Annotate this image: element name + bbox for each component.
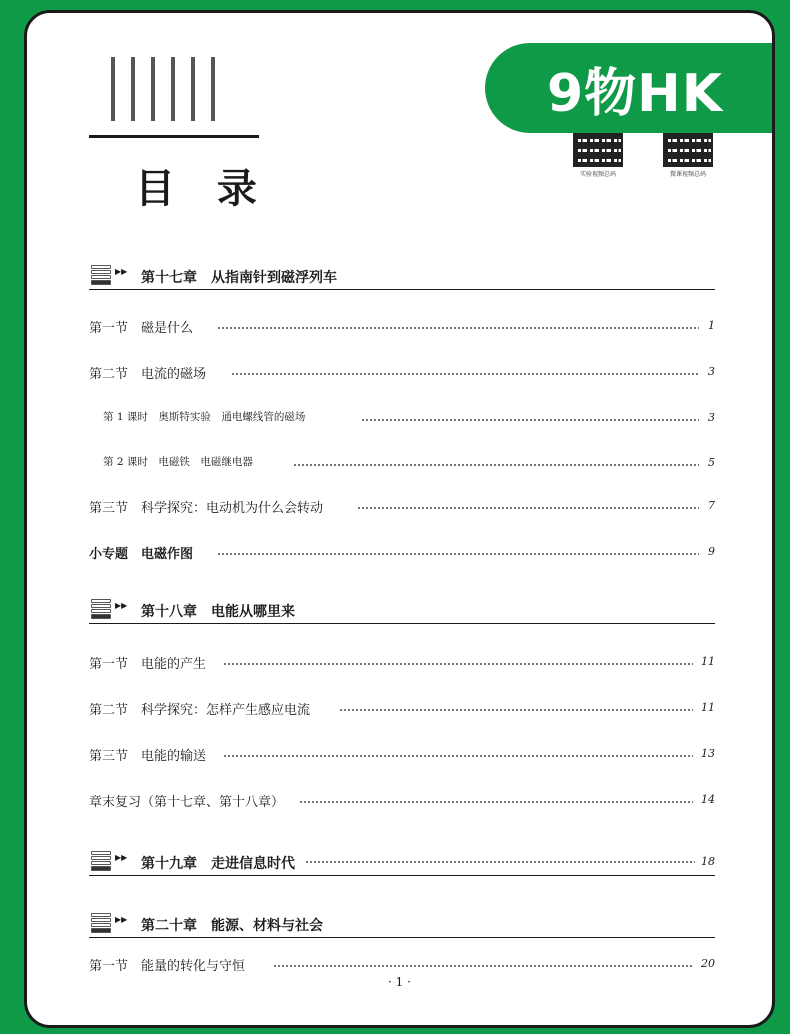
toc-entry[interactable] — [89, 317, 715, 337]
leader-dots — [357, 507, 699, 509]
chapter-title: 第十八章 电能从哪里来 — [141, 604, 295, 620]
chapter-title: 第十七章 从指南针到磁浮列车 — [141, 270, 337, 286]
leader-dots — [299, 801, 693, 803]
toc-entry[interactable] — [89, 791, 715, 811]
toc-entry[interactable] — [89, 497, 715, 517]
entry-page: 11 — [701, 655, 715, 668]
grade-subject-badge: 9物HK — [485, 43, 775, 133]
leader-dots — [217, 327, 699, 329]
entry-title: 第三节 电能的输送 — [89, 745, 210, 764]
entry-title: 第 1 课时 奥斯特实验 通电螺线管的磁场 — [103, 409, 309, 424]
qr-code-icon — [573, 133, 623, 167]
qr-code-microlesson[interactable] — [663, 133, 713, 178]
book-stack-icon — [91, 265, 111, 287]
double-arrow-icon: ▶▶ — [115, 601, 128, 610]
leader-dots — [339, 709, 693, 711]
entry-page: 7 — [708, 499, 715, 512]
entry-title: 第一节 磁是什么 — [89, 317, 197, 336]
leader-dots — [273, 965, 693, 967]
entry-page: 11 — [701, 701, 715, 714]
leader-dots — [361, 419, 699, 421]
chapter-page: 18 — [701, 855, 715, 868]
qr-label: 微课视频总码 — [669, 171, 706, 178]
document-page — [24, 10, 775, 1028]
double-arrow-icon: ▶▶ — [115, 915, 128, 924]
chapter-20-heading[interactable] — [89, 911, 715, 938]
entry-page: 13 — [701, 747, 715, 760]
page-number-footer: · 1 · — [388, 975, 411, 989]
page-title: 目 录 — [135, 165, 271, 212]
chapter-18-heading[interactable] — [89, 597, 715, 624]
qr-code-experiment[interactable] — [573, 133, 623, 178]
entry-page: 3 — [708, 365, 715, 378]
qr-label: 实验视频总码 — [579, 171, 616, 178]
qr-code-icon — [663, 133, 713, 167]
chapter-leader — [305, 855, 695, 869]
entry-page: 3 — [708, 411, 715, 424]
chapter-title: 第二十章 能源、材料与社会 — [141, 918, 323, 934]
toc-entry[interactable] — [89, 363, 715, 383]
toc-entry[interactable] — [89, 955, 715, 975]
entry-title: 第三节 科学探究：电动机为什么会转动 — [89, 497, 327, 516]
entry-title: 第二节 科学探究：怎样产生感应电流 — [89, 699, 314, 718]
entry-page: 14 — [701, 793, 715, 806]
chapter-17-heading[interactable] — [89, 263, 715, 290]
entry-title: 第一节 电能的产生 — [89, 653, 210, 672]
book-stack-icon — [91, 599, 111, 621]
book-stack-icon — [91, 851, 111, 873]
entry-title: 小专题 电磁作图 — [89, 543, 197, 562]
toc-entry[interactable] — [89, 653, 715, 673]
entry-page: 9 — [708, 545, 715, 558]
toc-entry[interactable] — [89, 699, 715, 719]
chapter-title: 第十九章 走进信息时代 — [141, 856, 295, 872]
leader-dots — [217, 553, 699, 555]
double-arrow-icon: ▶▶ — [115, 853, 128, 862]
toc-entry[interactable] — [89, 745, 715, 765]
entry-page: 20 — [701, 957, 715, 970]
leader-dots — [223, 663, 693, 665]
entry-title: 第一节 能量的转化与守恒 — [89, 955, 249, 974]
entry-page: 1 — [708, 319, 715, 332]
toc-entry-special-topic[interactable] — [89, 543, 715, 563]
double-arrow-icon: ▶▶ — [115, 267, 128, 276]
entry-title: 第二节 电流的磁场 — [89, 363, 210, 382]
leader-dots — [305, 861, 695, 863]
decorative-bars — [111, 57, 215, 121]
title-rule — [89, 135, 259, 138]
entry-title: 第 2 课时 电磁铁 电磁继电器 — [103, 454, 257, 469]
toc-subentry[interactable] — [103, 409, 715, 429]
entry-page: 5 — [708, 456, 715, 469]
entry-title: 章末复习（第十七章、第十八章） — [89, 791, 288, 810]
leader-dots — [231, 373, 699, 375]
leader-dots — [293, 464, 699, 466]
leader-dots — [223, 755, 693, 757]
chapter-19-heading[interactable] — [89, 849, 715, 876]
toc-subentry[interactable] — [103, 454, 715, 474]
book-stack-icon — [91, 913, 111, 935]
